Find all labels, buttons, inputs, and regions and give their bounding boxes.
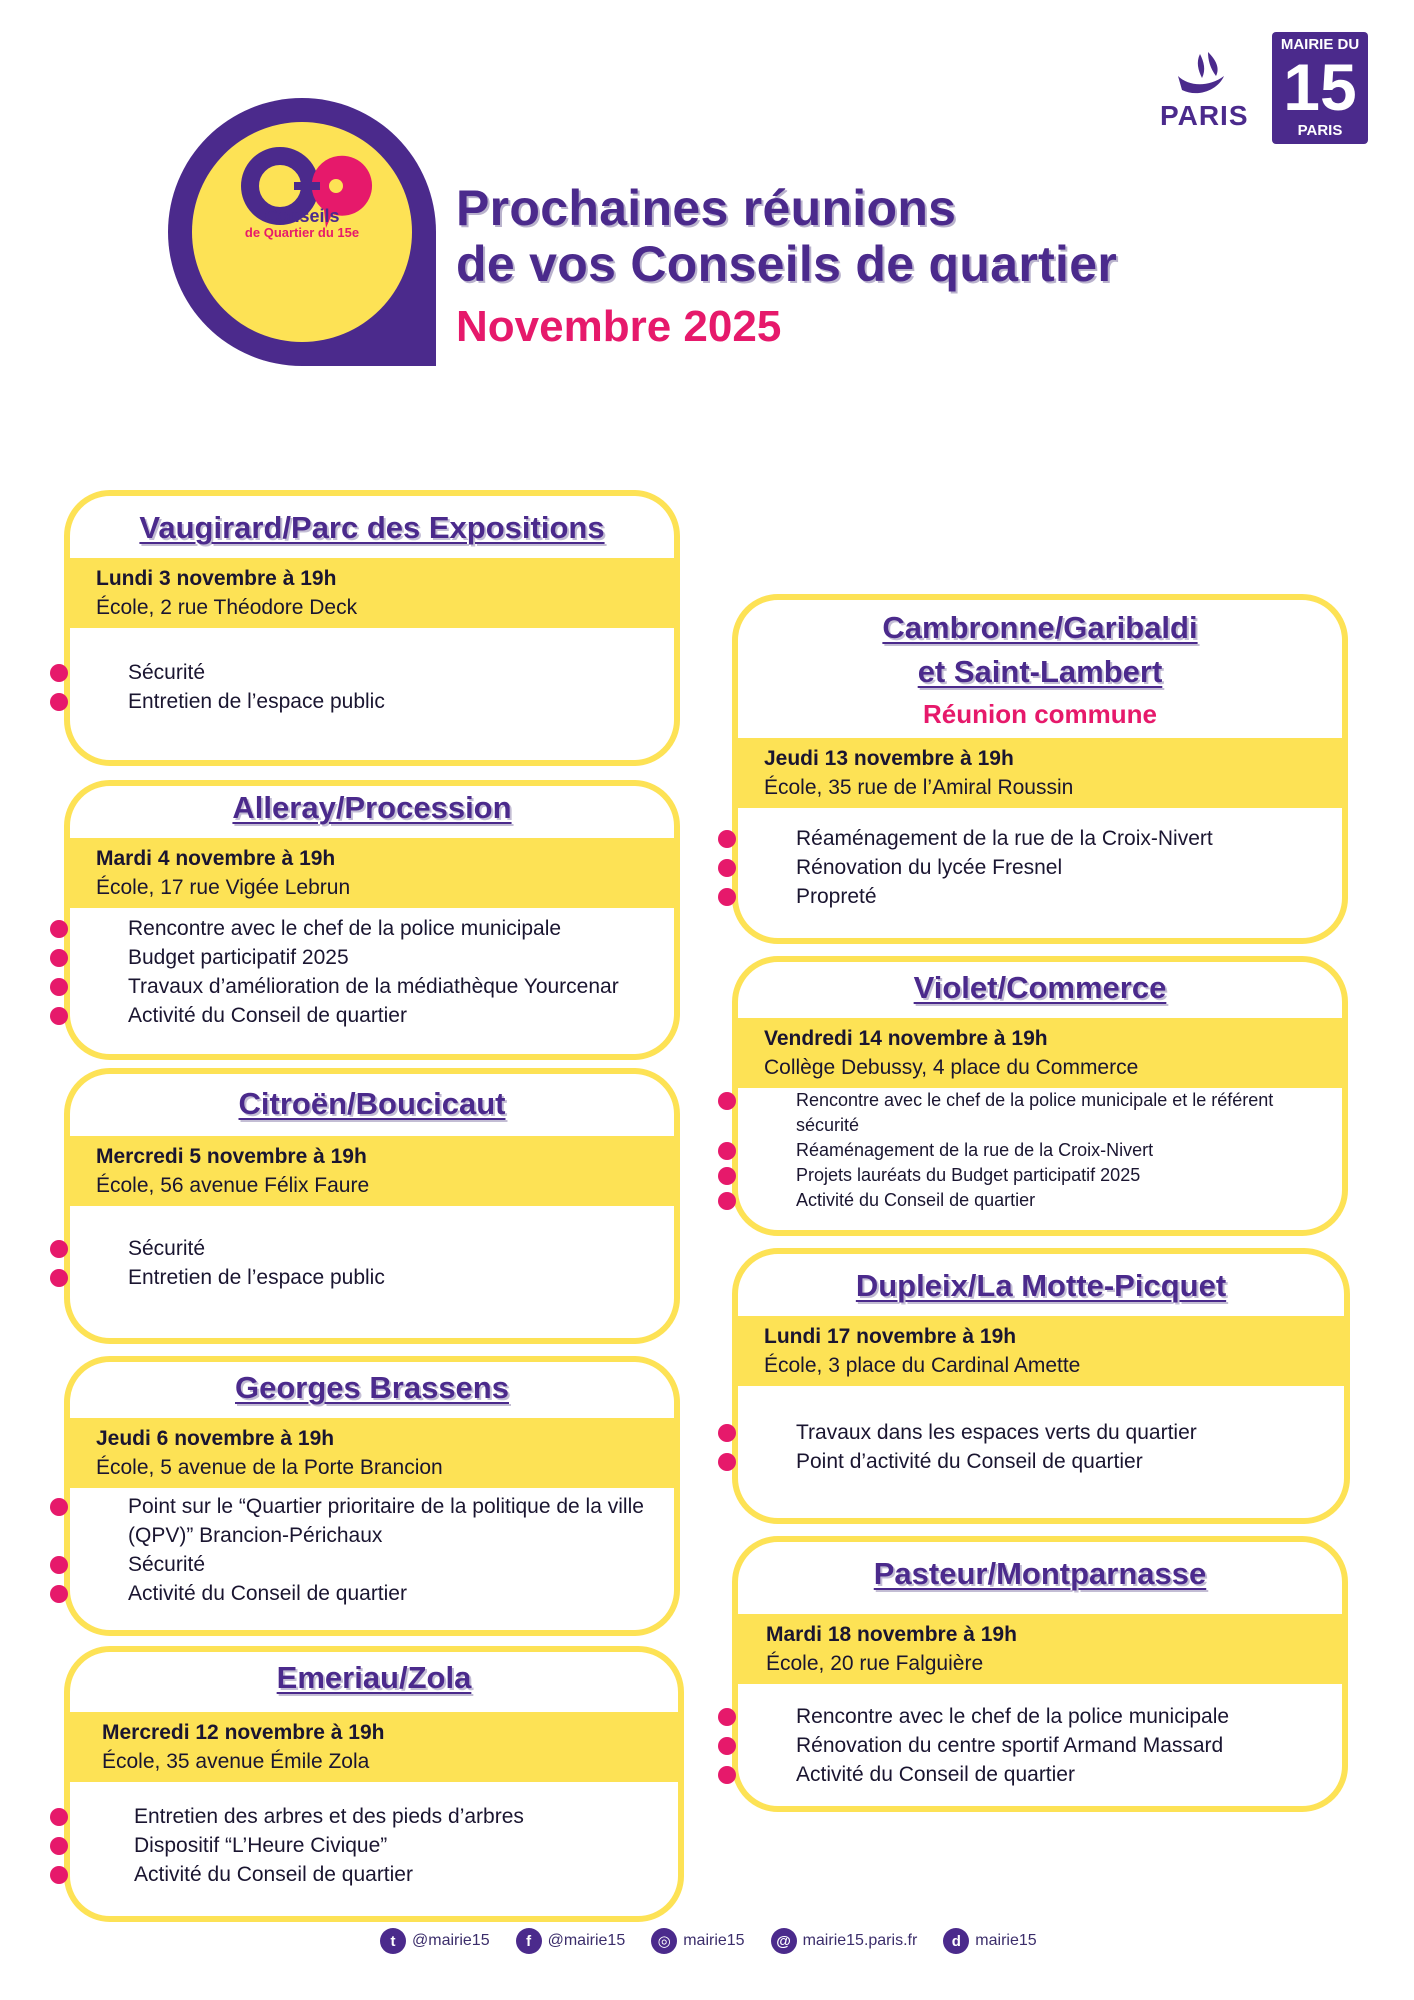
topic-item: Budget participatif 2025 [102,943,674,972]
bullet-dot [718,1167,736,1185]
mairie-logo-top: MAIRIE DU [1280,36,1360,53]
meeting-place: École, 17 rue Vigée Lebrun [96,876,351,899]
card-alleray [64,780,680,1060]
social-footer [380,1928,1063,1954]
topic-item: Rencontre avec le chef de la police municipale [102,914,674,943]
meeting-info [732,1614,1348,1684]
social-label: @mairie15 [547,1932,626,1949]
meeting-date: Mardi 4 novembre à 19h [96,847,336,870]
card-pasteur-montparnasse [732,1536,1348,1812]
topic-list [102,914,674,1030]
meeting-info [732,1316,1350,1386]
topic-list [770,1418,1344,1476]
card-vaugirard [64,490,680,766]
meeting-date: Vendredi 14 novembre à 19h [764,1027,1048,1050]
web-icon: @ [771,1928,797,1954]
topic-item: Rencontre avec le chef de la police municipale et le référent sécurité [770,1088,1300,1138]
card-title: Dupleix/La Motte-Picquet [855,1268,1227,1303]
card-title: Citroën/Boucicaut [238,1086,506,1121]
meeting-place: École, 5 avenue de la Porte Brancion [96,1456,443,1479]
bullet-dot [718,1424,736,1442]
instagram-icon: ◎ [651,1928,677,1954]
bullet-dot [50,1498,68,1516]
topic-item: Entretien de l’espace public [102,687,674,716]
social-website[interactable] [771,1928,918,1954]
bullet-dot [718,1453,736,1471]
meeting-place: École, 3 place du Cardinal Amette [764,1354,1081,1377]
bullet-dot [50,1269,68,1287]
topic-item: Propreté [770,882,1342,911]
topic-item: Réaménagement de la rue de la Croix-Nivert [770,824,1342,853]
meeting-date: Jeudi 13 novembre à 19h [764,747,1014,770]
topic-item: Réaménagement de la rue de la Croix-Nivert [770,1138,1300,1163]
topic-item: Projets lauréats du Budget participatif 2025 [770,1163,1300,1188]
card-title: Emeriau/Zola [276,1660,472,1695]
bullet-dot [718,1142,736,1160]
topic-item: Sécurité [102,1550,662,1579]
bullet-dot [718,1192,736,1210]
bullet-dot [718,859,736,877]
logo-text-line2: de Quartier du 15e [244,225,360,240]
meeting-info [732,1018,1348,1088]
card-subtitle: Réunion commune [922,699,1157,729]
meeting-place: École, 35 rue de l’Amiral Roussin [764,776,1074,799]
topic-item: Entretien des arbres et des pieds d’arbres [108,1802,678,1831]
social-facebook[interactable] [516,1928,626,1954]
bullet-dot [718,888,736,906]
topic-item: Point d’activité du Conseil de quartier [770,1447,1344,1476]
meeting-info [64,558,680,628]
card-title: Alleray/Procession [232,790,512,825]
meeting-place: Collège Debussy, 4 place du Commerce [764,1056,1139,1079]
bullet-dot [50,949,68,967]
topic-item: Travaux dans les espaces verts du quartier [770,1418,1344,1447]
card-citroen-boucicaut [64,1068,680,1344]
social-twitter[interactable] [380,1928,490,1954]
bullet-dot [50,978,68,996]
bullet-dot [50,1837,68,1855]
card-title: Georges Brassens [235,1370,509,1405]
card-title: Violet/Commerce [913,970,1167,1005]
social-dailymotion[interactable] [943,1928,1036,1954]
topic-item: Entretien de l’espace public [102,1263,674,1292]
topic-list [102,1492,662,1608]
meeting-info [64,1712,684,1782]
topic-list [770,824,1342,911]
meeting-info [64,1418,680,1488]
topic-item: Rénovation du centre sportif Armand Massard [770,1731,1342,1760]
card-cambronne-garibaldi [732,594,1348,944]
topic-item: Activité du Conseil de quartier [102,1001,674,1030]
meeting-place: École, 35 avenue Émile Zola [102,1750,370,1773]
topic-list [770,1088,1300,1213]
topic-item: Rencontre avec le chef de la police municipale [770,1702,1342,1731]
social-label: mairie15.paris.fr [802,1932,918,1949]
meeting-place: École, 20 rue Falguière [766,1652,984,1675]
social-label: @mairie15 [412,1932,490,1949]
month-label: Novembre 2025 [456,302,782,351]
meeting-place: École, 2 rue Théodore Deck [96,596,358,619]
topic-item: Activité du Conseil de quartier [770,1188,1300,1213]
mairie-logo-bottom: PARIS [1297,122,1343,139]
facebook-icon: f [516,1928,542,1954]
topic-item: Sécurité [102,1234,674,1263]
card-dupleix-motte-picquet [732,1248,1350,1524]
meeting-info [64,838,680,908]
mairie-du-15-logo [1272,32,1368,144]
bullet-dot [50,1007,68,1025]
topic-item: Dispositif “L’Heure Civique” [108,1831,678,1860]
bullet-dot [50,920,68,938]
card-violet-commerce [732,956,1348,1236]
bullet-dot [50,1240,68,1258]
paris-logo-label: PARIS [1160,100,1249,131]
meeting-date: Mercredi 5 novembre à 19h [96,1145,367,1168]
bullet-dot [718,1737,736,1755]
meeting-place: École, 56 avenue Félix Faure [96,1174,370,1197]
topic-list [102,658,674,716]
card-emeriau-zola [64,1646,684,1922]
bullet-dot [718,1092,736,1110]
title-line2: de vos Conseils de quartier [456,236,1118,292]
card-title-line2: et Saint-Lambert [917,654,1163,689]
dailymotion-icon: d [943,1928,969,1954]
social-label: mairie15 [975,1932,1037,1949]
topic-item: Sécurité [102,658,674,687]
logo-text-line1: Conseils [264,206,340,226]
topic-list [770,1702,1342,1789]
page-title [456,180,1117,292]
mairie-logo-number: 15 [1283,50,1357,124]
card-title: Vaugirard/Parc des Expositions [139,510,605,545]
meeting-date: Jeudi 6 novembre à 19h [96,1427,335,1450]
meeting-date: Lundi 17 novembre à 19h [764,1325,1017,1348]
topic-item: Rénovation du lycée Fresnel [770,853,1342,882]
meeting-date: Lundi 3 novembre à 19h [96,567,337,590]
meeting-info [732,738,1348,808]
topic-item: Point sur le “Quartier prioritaire de la politique de la ville (QPV)” Brancion-Périchaux [102,1492,662,1550]
bullet-dot [50,693,68,711]
meeting-date: Mercredi 12 novembre à 19h [102,1721,385,1744]
bullet-dot [718,1708,736,1726]
social-instagram[interactable] [651,1928,744,1954]
topic-item: Activité du Conseil de quartier [108,1860,678,1889]
card-title-line1: Cambronne/Garibaldi [882,610,1198,645]
meeting-date: Mardi 18 novembre à 19h [766,1623,1017,1646]
bullet-dot [50,1556,68,1574]
topic-list [108,1802,678,1889]
twitter-icon: t [380,1928,406,1954]
topic-list [102,1234,674,1292]
topic-item: Activité du Conseil de quartier [102,1579,662,1608]
bullet-dot [718,830,736,848]
meeting-info [64,1136,680,1206]
card-georges-brassens [64,1356,680,1636]
card-title: Pasteur/Montparnasse [873,1556,1207,1591]
bullet-dot [50,1866,68,1884]
bullet-dot [50,1585,68,1603]
bullet-dot [718,1766,736,1784]
bullet-dot [50,664,68,682]
topic-item: Activité du Conseil de quartier [770,1760,1342,1789]
social-label: mairie15 [683,1932,745,1949]
title-line1: Prochaines réunions [456,180,957,236]
bullet-dot [50,1808,68,1826]
topic-item: Travaux d’amélioration de la médiathèque Yourcenar [102,972,674,1001]
